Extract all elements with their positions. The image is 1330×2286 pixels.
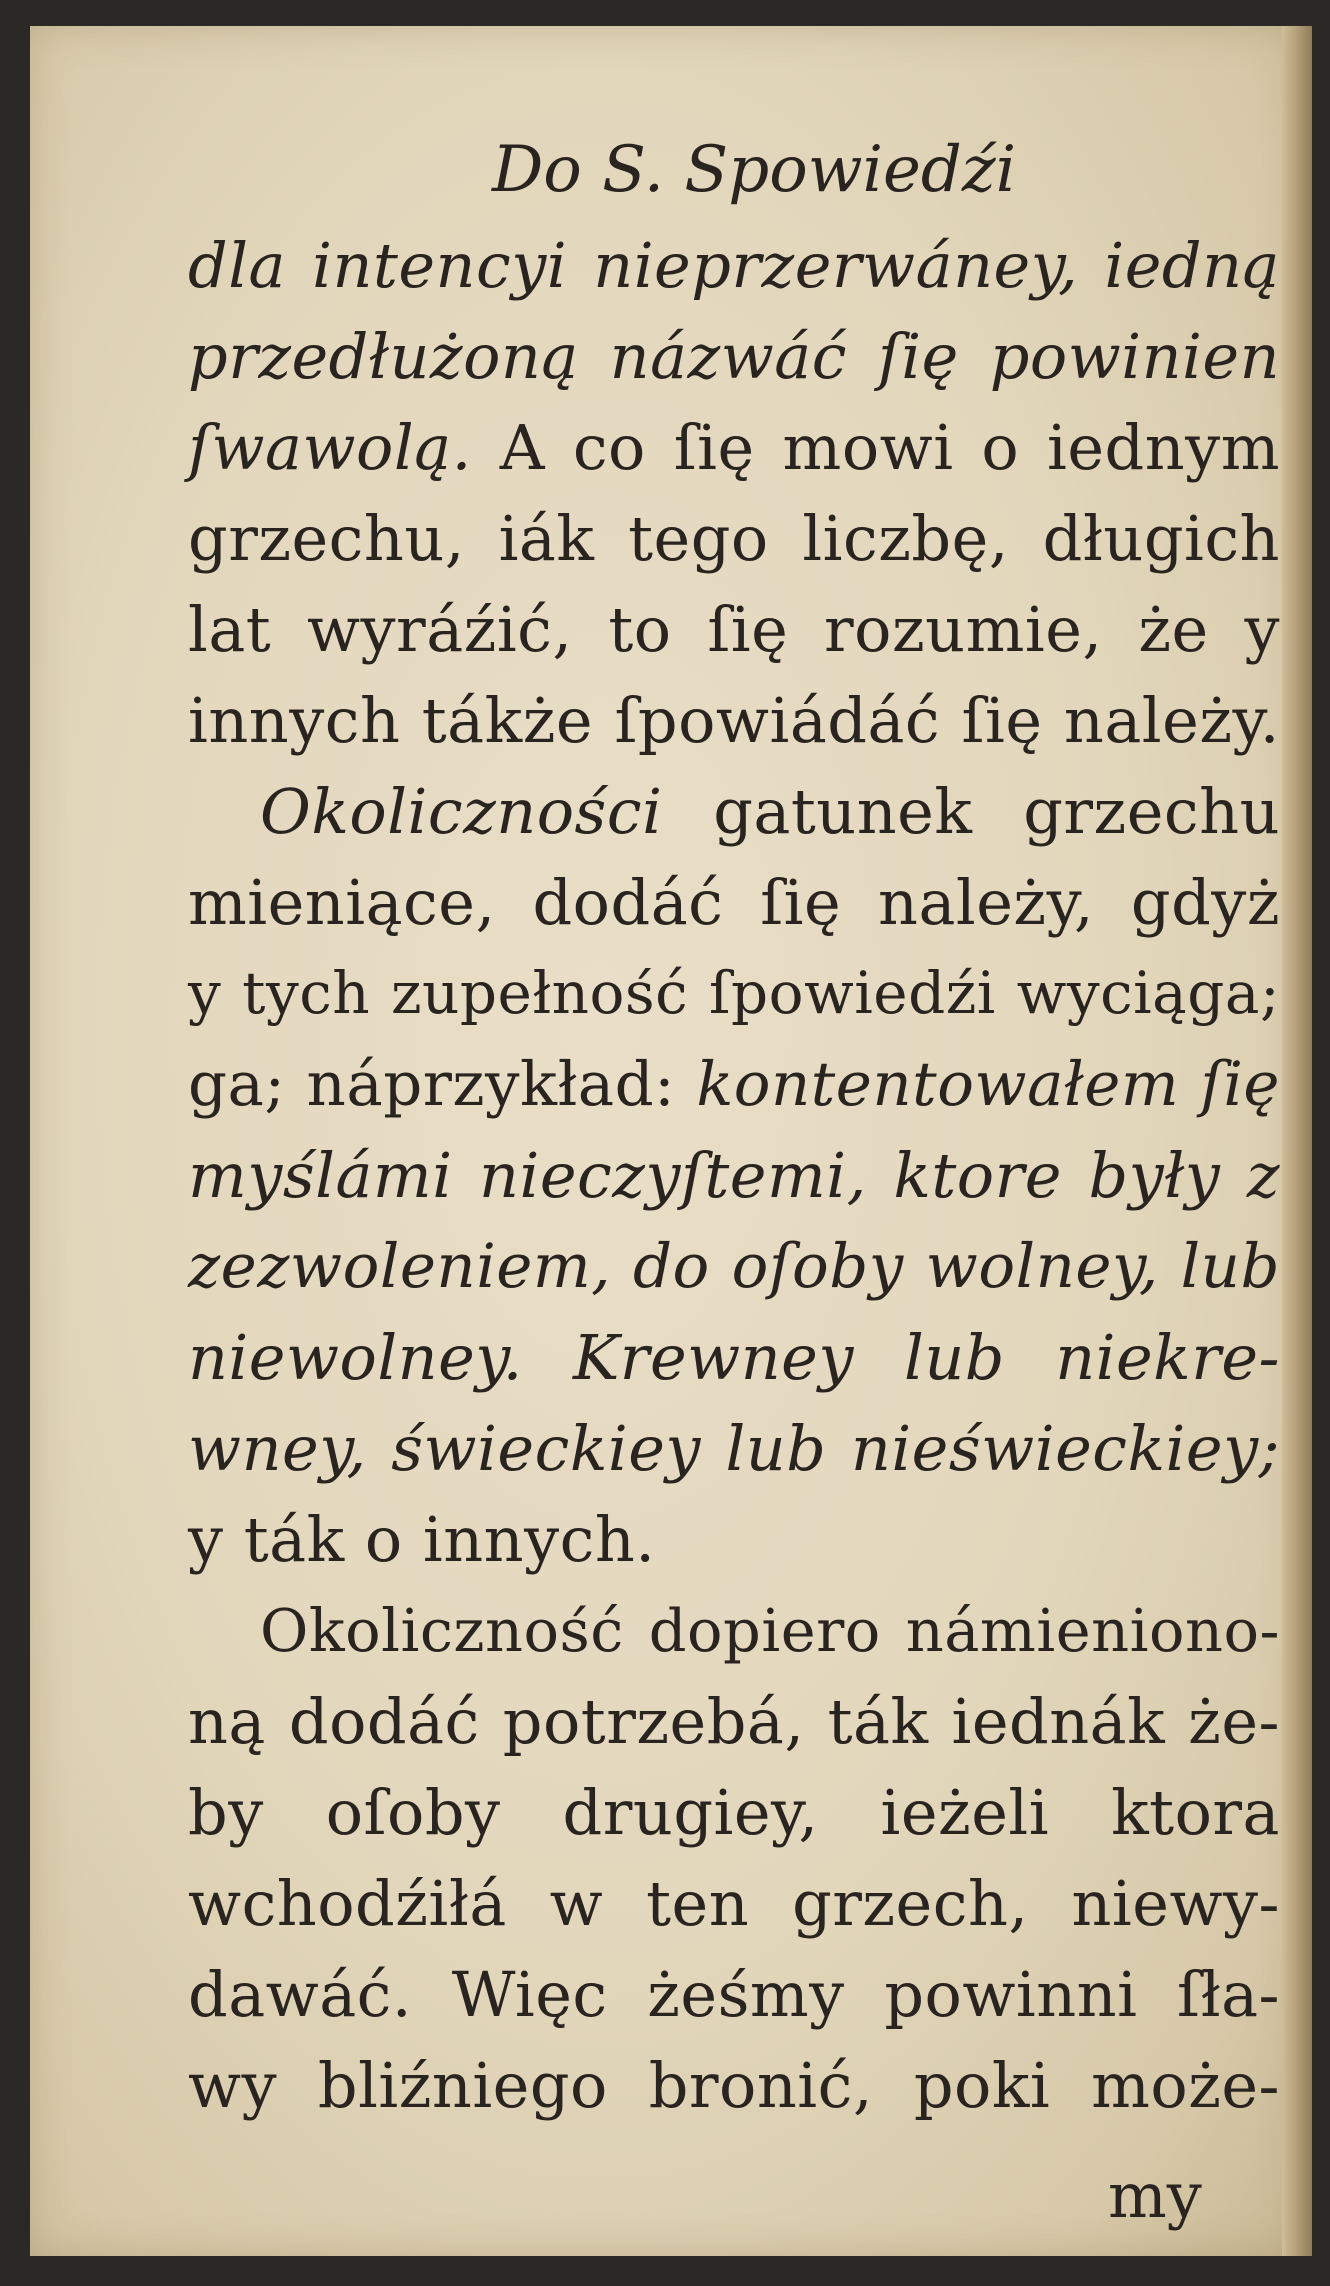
text-line bbox=[188, 675, 1280, 766]
text-line bbox=[188, 1039, 1280, 1130]
text-line bbox=[188, 2040, 1280, 2131]
text-line bbox=[188, 1767, 1280, 1858]
line-segment: grzechu, iák tego liczbę, długich bbox=[188, 502, 1280, 575]
line-segment: by oſoby drugiey, ieżeli ktora bbox=[188, 1776, 1280, 1849]
line-segment: Okoliczności bbox=[260, 775, 663, 848]
line-segment: ną dodáć potrzebá, ták iednák że- bbox=[188, 1685, 1280, 1758]
text-line bbox=[188, 493, 1280, 584]
text-line bbox=[188, 584, 1280, 675]
page-text bbox=[188, 120, 1280, 2131]
line-segment: y tych zupełność ſpowiedźi wyciąga; bbox=[188, 959, 1280, 1027]
line-segment: lat wyráźić, to ſię rozumie, że y bbox=[188, 593, 1280, 666]
text-line bbox=[188, 402, 1280, 493]
text-line bbox=[188, 1312, 1280, 1403]
line-segment: mieniące, dodáć ſię należy, gdyż bbox=[188, 866, 1280, 939]
line-segment: ſwawolą. bbox=[188, 411, 472, 484]
line-segment: dla intencyi nieprzerwáney, iedną bbox=[188, 229, 1280, 302]
line-segment: Okoliczność dopiero námieniono- bbox=[260, 1596, 1280, 1665]
line-segment: niewolney. Krewney lub niekre- bbox=[188, 1321, 1280, 1394]
line-segment: dawáć. Więc żeśmy powinni ſła- bbox=[188, 1958, 1280, 2031]
text-line bbox=[188, 311, 1280, 402]
line-segment: zezwoleniem, do oſoby wolney, lub bbox=[188, 1231, 1280, 1302]
line-segment: y ták o innych. bbox=[188, 1503, 656, 1576]
text-line bbox=[188, 1676, 1280, 1767]
line-segment: wy bliźniego bronić, poki może- bbox=[188, 2049, 1280, 2122]
line-segment: przedłużoną názwáć ſię powinien bbox=[188, 320, 1280, 393]
catchword: my bbox=[1108, 2159, 1202, 2232]
text-line bbox=[188, 1949, 1280, 2040]
text-line bbox=[188, 1494, 1280, 1585]
line-segment: wney, świeckiey lub nieświeckiey; bbox=[188, 1412, 1280, 1485]
line-segment: wchodźiłá w ten grzech, niewy- bbox=[188, 1867, 1280, 1940]
running-header: Do S. Spowiedźi bbox=[491, 133, 1017, 207]
text-line bbox=[188, 1403, 1280, 1494]
line-segment: myślámi nieczyſtemi, ktore były z bbox=[188, 1139, 1280, 1212]
text-line bbox=[188, 1585, 1280, 1676]
text-line bbox=[188, 220, 1280, 311]
text-line bbox=[188, 1130, 1280, 1221]
line-segment: kontentowałem ſię bbox=[696, 1049, 1280, 1120]
text-line bbox=[188, 766, 1280, 857]
line-segment: innych tákże ſpowiádáć ſię należy. bbox=[188, 684, 1280, 757]
line-segment: gatunek grzechu bbox=[662, 775, 1280, 848]
line-segment: A co ſię mowi o iednym bbox=[471, 411, 1280, 484]
text-line bbox=[188, 857, 1280, 948]
page-edge bbox=[1282, 26, 1312, 2256]
text-line bbox=[188, 1858, 1280, 1949]
text-line bbox=[188, 948, 1280, 1039]
text-line bbox=[188, 1221, 1280, 1312]
line-segment: ga; náprzykład: bbox=[188, 1049, 697, 1120]
